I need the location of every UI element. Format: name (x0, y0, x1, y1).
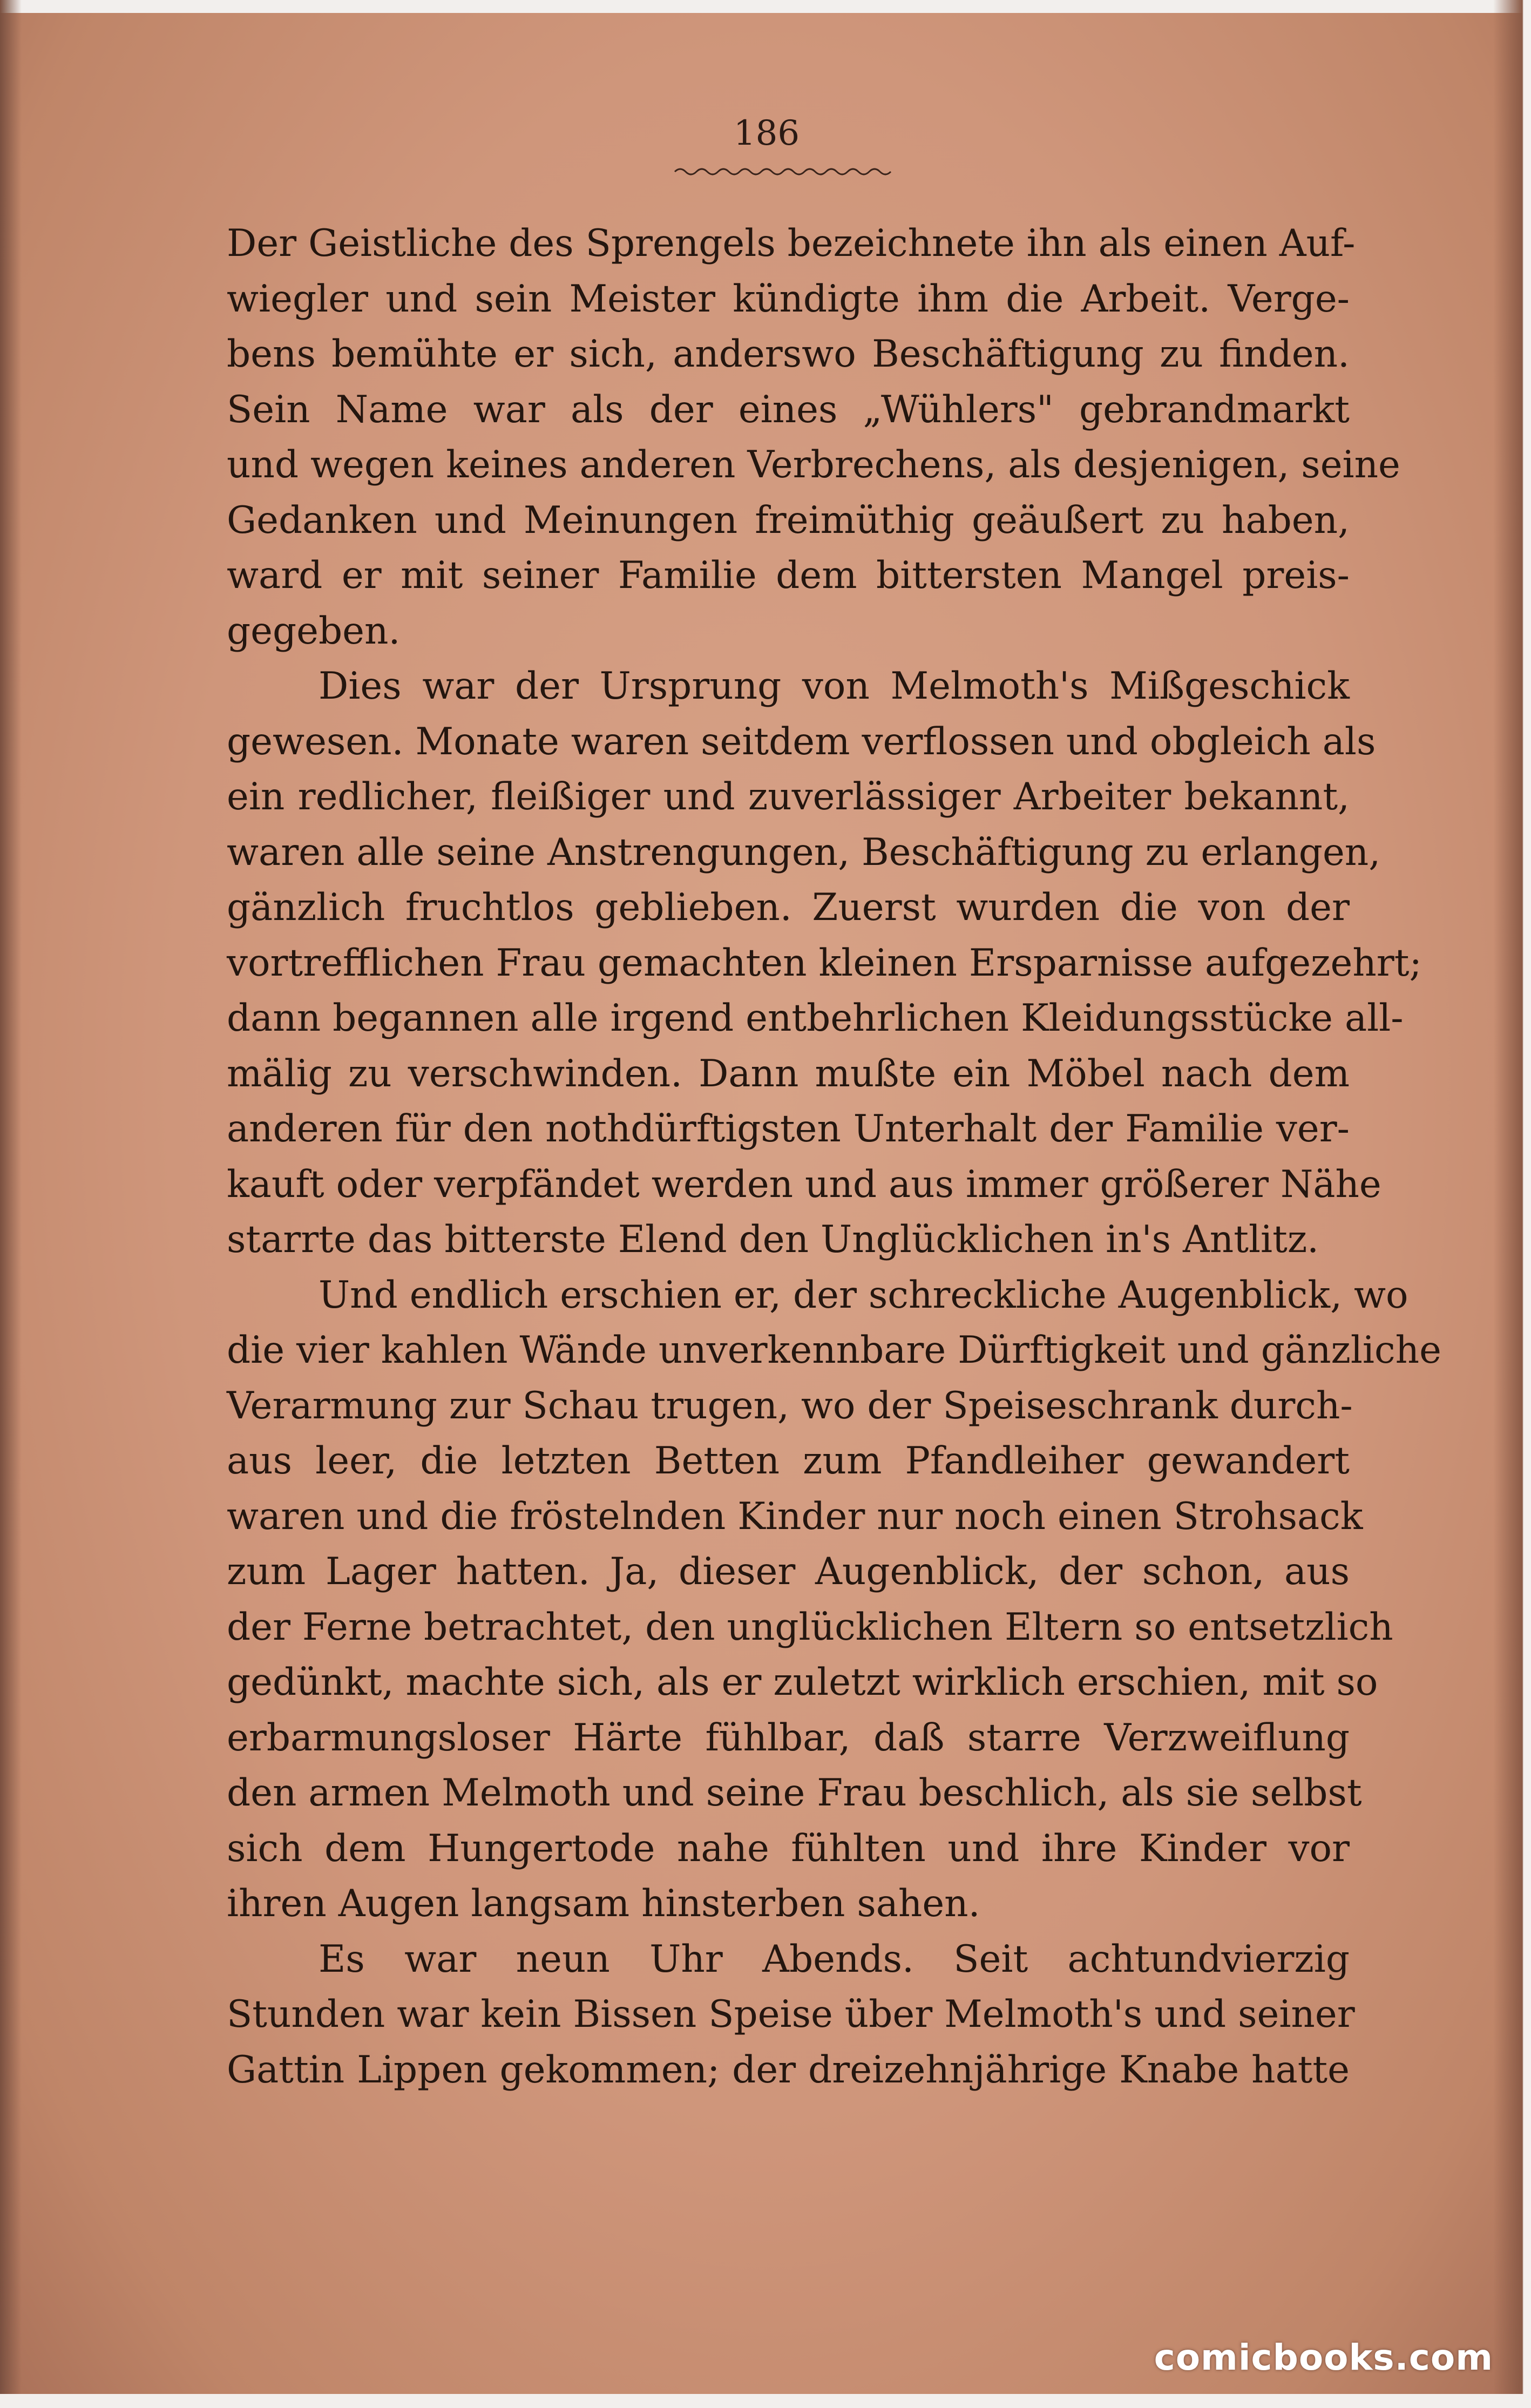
text-line: aus leer, die letzten Betten zum Pfandleiher gewandert (227, 1439, 1350, 1483)
text-line: den armen Melmoth und seine Frau beschlich, als sie selbst (227, 1771, 1362, 1815)
text-line: waren und die fröstelnden Kinder nur noch einen Strohsack (227, 1494, 1363, 1538)
text-line: ein redlicher, fleißiger und zuverlässiger Arbeiter bekannt, (227, 775, 1350, 819)
text-line: Verarmung zur Schau trugen, wo der Speiseschrank durch- (227, 1384, 1353, 1428)
watermark-text: comicbooks.com (1154, 2337, 1493, 2378)
text-line: Es war neun Uhr Abends. Seit achtundvierzig (319, 1937, 1350, 1981)
text-line: zum Lager hatten. Ja, dieser Augenblick, der schon, aus (227, 1550, 1350, 1593)
text-line: vortrefflichen Frau gemachten kleinen Ersparnisse aufgezehrt; (227, 941, 1422, 985)
text-line: erbarmungsloser Härte fühlbar, daß starre Verzweiflung (227, 1716, 1350, 1760)
text-line: Gattin Lippen gekommen; der dreizehnjährige Knabe hatte (227, 2048, 1350, 2092)
ornament-rule (672, 162, 899, 178)
text-line: Der Geistliche des Sprengels bezeichnete ihn als einen Auf- (227, 222, 1356, 265)
paragraph (227, 1268, 1441, 1932)
text-line: gedünkt, machte sich, als er zuletzt wirklich erschien, mit so (227, 1661, 1378, 1704)
text-line: gewesen. Monate waren seitdem verflossen und obgleich als (227, 720, 1376, 763)
text-line: kauft oder verpfändet werden und aus immer größerer Nähe (227, 1162, 1381, 1206)
text-line: starrte das bitterste Elend den Unglücklichen in's Antlitz. (227, 1218, 1319, 1261)
paragraph (227, 659, 1422, 1268)
text-line: gänzlich fruchtlos geblieben. Zuerst wurden die von der (227, 886, 1350, 929)
text-line: waren alle seine Anstrengungen, Beschäftigung zu erlangen, (227, 830, 1381, 874)
text-line: der Ferne betrachtet, den unglücklichen Eltern so entsetzlich (227, 1605, 1393, 1649)
paragraph (227, 1932, 1355, 2098)
text-line: und wegen keines anderen Verbrechens, als desjenigen, seine (227, 443, 1400, 486)
text-line: Sein Name war als der eines „Wühlers" gebrandmarkt (227, 388, 1350, 431)
text-line: sich dem Hungertode nahe fühlten und ihre Kinder vor (227, 1827, 1350, 1870)
text-line: Und endlich erschien er, der schreckliche Augenblick, wo (319, 1273, 1408, 1317)
paragraph (227, 216, 1400, 659)
page-edge-right (1493, 0, 1531, 2408)
scan-border-bottom (0, 2394, 1531, 2408)
text-line: wiegler und sein Meister kündigte ihm die Arbeit. Verge- (227, 277, 1350, 321)
text-line: dann begannen alle irgend entbehrlichen Kleidungsstücke all- (227, 997, 1404, 1040)
text-line: die vier kahlen Wände unverkennbare Dürftigkeit und gänzliche (227, 1329, 1441, 1372)
body-text (227, 216, 1441, 2098)
page-edge-left (0, 0, 22, 2408)
text-line: Dies war der Ursprung von Melmoth's Mißgeschick (319, 665, 1350, 708)
text-line: anderen für den nothdürftigsten Unterhalt der Familie ver- (227, 1107, 1350, 1151)
text-line: Gedanken und Meinungen freimüthig geäußert zu haben, (227, 498, 1350, 542)
text-line: ihren Augen langsam hinsterben sahen. (227, 1882, 980, 1925)
text-line: bens bemühte er sich, anderswo Beschäftigung zu finden. (227, 333, 1350, 376)
text-line: gegeben. (227, 609, 401, 653)
text-line: mälig zu verschwinden. Dann mußte ein Möbel nach dem (227, 1052, 1350, 1095)
text-line: Stunden war kein Bissen Speise über Melmoth's und seiner (227, 1993, 1355, 2036)
text-line: ward er mit seiner Familie dem bittersten Mangel preis- (227, 554, 1350, 597)
scan-border-top (0, 0, 1531, 13)
page-number: 186 (733, 113, 800, 153)
